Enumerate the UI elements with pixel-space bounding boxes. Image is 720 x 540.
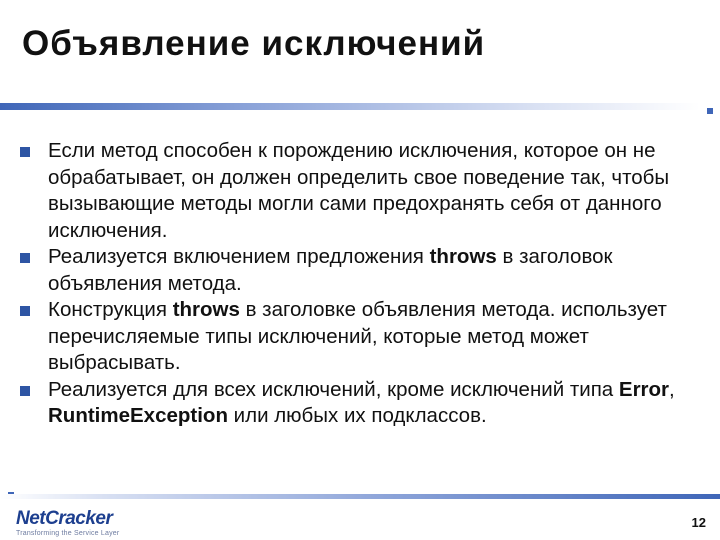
bullet-text: Если метод способен к порождению исключения, которое он не обрабатывает, он должен определить свое поведение так, чтобы вызывающие методы могли сами предохранять себя от данного исключения. [48,139,670,242]
bullet-text: или любых их подклассов. [227,404,487,427]
title-divider [0,103,700,110]
slide-title: Объявление исключений [22,24,486,63]
bullet-text: в заголовке объявления метода. использует перечисляемые типы исключений, которые метод может выбрасывать. [48,298,667,374]
bullet-item [18,297,708,377]
bullet-text: Реализуется для всех исключений, кроме исключений типа [48,377,619,401]
bullet-keyword: throws [172,298,240,321]
bullet-square-icon [20,253,30,263]
bullet-keyword: throws [429,245,497,268]
bullet-item [18,138,708,244]
bullet-square-icon [20,147,30,157]
logo-tagline: Transforming the Service Layer [16,530,120,537]
bullet-keyword: Error [618,377,670,401]
bullet-item [18,244,708,297]
netcracker-logo [16,509,119,537]
bullet-square-icon [20,306,30,316]
decor-square [707,108,713,114]
bullet-square-icon [20,386,30,396]
bullet-text: в заголовок объявления метода. [48,245,613,295]
bullet-item [18,377,708,430]
bullet-keyword: RuntimeException [48,404,228,427]
bullet-text: , [669,377,675,401]
footer-divider [0,494,720,499]
bullet-text: Конструкция [48,298,173,321]
logo-name: NetCracker [16,508,113,529]
bullet-text: Реализуется включением предложения [48,245,430,268]
bullet-list [18,138,708,430]
page-number: 12 [691,515,706,530]
